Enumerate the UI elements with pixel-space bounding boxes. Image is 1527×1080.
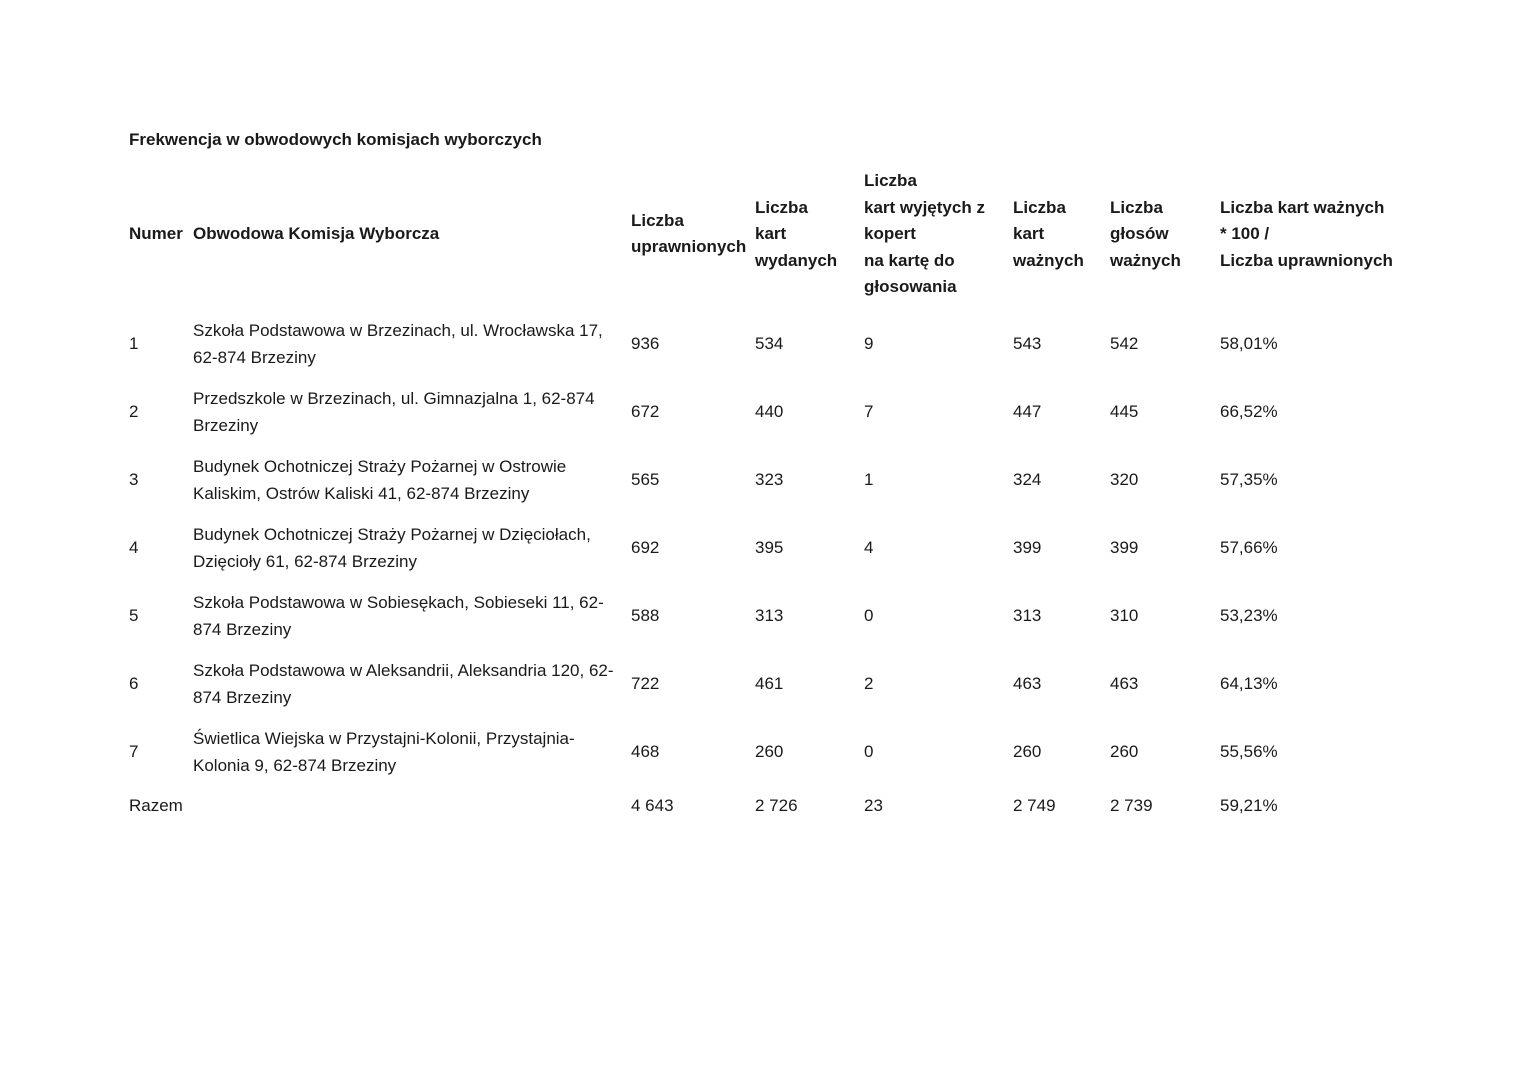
cell-kart-waznych: 324 [1013, 470, 1042, 490]
cell-wyjetych: 4 [864, 538, 874, 558]
header-line: kart [755, 224, 787, 243]
header-line: Liczba [864, 171, 917, 190]
cell-frekwencja: 66,52% [1220, 402, 1278, 422]
header-line: Liczba [1013, 197, 1066, 217]
cell-uprawnionych: 588 [631, 606, 660, 626]
header-line: kopert [864, 224, 916, 243]
cell-uprawnionych: 672 [631, 402, 660, 422]
cell-numer: 2 [129, 402, 139, 422]
header-numer: Numer [129, 224, 183, 243]
table-row [126, 311, 1413, 379]
cell-wydanych: 313 [755, 606, 784, 626]
cell-wyjetych: 9 [864, 334, 874, 354]
cell-komisja: Szkoła Podstawowa w Sobiesękach, Sobieseki 11, 62-874 Brzeziny [193, 593, 604, 639]
header-komisja: Obwodowa Komisja Wyborcza [193, 224, 440, 243]
cell-wyjetych: 7 [864, 402, 874, 422]
header-line: wydanych [755, 250, 838, 270]
turnout-table [126, 168, 1413, 827]
cell-glosow-waznych: 445 [1110, 402, 1139, 422]
cell-komisja: Szkoła Podstawowa w Aleksandrii, Aleksandria 120, 62-874 Brzeziny [193, 661, 614, 707]
total-label: Razem [129, 796, 183, 816]
page-title: Frekwencja w obwodowych komisjach wyborczych [129, 130, 542, 149]
header-line: ważnych [1013, 250, 1084, 270]
cell-wyjetych: 0 [864, 742, 874, 762]
cell-kart-waznych: 260 [1013, 742, 1042, 762]
table-row [126, 651, 1413, 719]
header-line: * 100 / [1220, 224, 1270, 243]
header-line: Liczba [631, 210, 684, 230]
total-wyjetych: 23 [864, 796, 883, 816]
cell-wydanych: 461 [755, 674, 784, 694]
cell-komisja: Świetlica Wiejska w Przystajni-Kolonii, Przystajnia-Kolonia 9, 62-874 Brzeziny [193, 729, 575, 775]
total-empty-cell [190, 787, 628, 827]
header-wyjetych [861, 168, 1010, 311]
header-wydanych [752, 168, 861, 311]
header-kart-waznych [1010, 168, 1107, 311]
header-line: Liczba [1110, 197, 1163, 217]
cell-frekwencja: 53,23% [1220, 606, 1278, 626]
cell-uprawnionych: 722 [631, 674, 660, 694]
cell-uprawnionych: 565 [631, 470, 660, 490]
table-header-row [126, 168, 1413, 311]
cell-numer: 1 [129, 334, 139, 354]
cell-numer: 3 [129, 470, 139, 490]
total-kart-waznych: 2 749 [1013, 796, 1056, 816]
header-line: Liczba kart ważnych [1220, 197, 1385, 217]
header-frekwencja [1217, 168, 1413, 311]
table-row [126, 379, 1413, 447]
total-row [126, 787, 1413, 827]
cell-frekwencja: 58,01% [1220, 334, 1278, 354]
total-uprawnionych: 4 643 [631, 796, 674, 816]
cell-kart-waznych: 399 [1013, 538, 1042, 558]
cell-wyjetych: 1 [864, 470, 874, 490]
cell-glosow-waznych: 542 [1110, 334, 1139, 354]
cell-kart-waznych: 313 [1013, 606, 1042, 626]
cell-kart-waznych: 463 [1013, 674, 1042, 694]
header-line: głosowania [864, 277, 957, 296]
total-glosow-waznych: 2 739 [1110, 796, 1153, 816]
header-line: głosów [1110, 224, 1169, 243]
cell-wydanych: 260 [755, 742, 784, 762]
cell-glosow-waznych: 320 [1110, 470, 1139, 490]
cell-numer: 4 [129, 538, 139, 558]
cell-glosow-waznych: 463 [1110, 674, 1139, 694]
cell-glosow-waznych: 310 [1110, 606, 1139, 626]
cell-komisja: Budynek Ochotniczej Straży Pożarnej w Dzięciołach, Dzięcioły 61, 62-874 Brzeziny [193, 525, 591, 571]
cell-numer: 5 [129, 606, 139, 626]
cell-wyjetych: 2 [864, 674, 874, 694]
cell-uprawnionych: 692 [631, 538, 660, 558]
cell-frekwencja: 57,35% [1220, 470, 1278, 490]
header-line: kart [1013, 224, 1045, 243]
cell-komisja: Szkoła Podstawowa w Brzezinach, ul. Wrocławska 17, 62-874 Brzeziny [193, 321, 603, 367]
cell-wydanych: 323 [755, 470, 784, 490]
cell-numer: 7 [129, 742, 139, 762]
cell-frekwencja: 64,13% [1220, 674, 1278, 694]
header-uprawnionych [628, 168, 752, 311]
header-line: Liczba [755, 197, 808, 217]
header-line: kart wyjętych z [864, 197, 985, 217]
cell-glosow-waznych: 399 [1110, 538, 1139, 558]
cell-wydanych: 440 [755, 402, 784, 422]
cell-uprawnionych: 936 [631, 334, 660, 354]
header-line: na kartę do [864, 250, 955, 270]
cell-glosow-waznych: 260 [1110, 742, 1139, 762]
cell-kart-waznych: 543 [1013, 334, 1042, 354]
total-frekwencja: 59,21% [1220, 796, 1278, 816]
header-line: Liczba uprawnionych [1220, 250, 1393, 270]
header-line: uprawnionych [631, 237, 747, 257]
table-row [126, 719, 1413, 787]
header-line: ważnych [1110, 250, 1181, 270]
cell-uprawnionych: 468 [631, 742, 660, 762]
cell-komisja: Przedszkole w Brzezinach, ul. Gimnazjalna 1, 62-874 Brzeziny [193, 389, 595, 435]
table-row [126, 583, 1413, 651]
header-glosow-waznych [1107, 168, 1217, 311]
cell-frekwencja: 57,66% [1220, 538, 1278, 558]
cell-komisja: Budynek Ochotniczej Straży Pożarnej w Ostrowie Kaliskim, Ostrów Kaliski 41, 62-874 Brzeziny [193, 457, 567, 503]
cell-wyjetych: 0 [864, 606, 874, 626]
cell-frekwencja: 55,56% [1220, 742, 1278, 762]
cell-wydanych: 534 [755, 334, 784, 354]
table-row [126, 515, 1413, 583]
table-row [126, 447, 1413, 515]
cell-wydanych: 395 [755, 538, 784, 558]
cell-numer: 6 [129, 674, 139, 694]
total-wydanych: 2 726 [755, 796, 798, 816]
cell-kart-waznych: 447 [1013, 402, 1042, 422]
